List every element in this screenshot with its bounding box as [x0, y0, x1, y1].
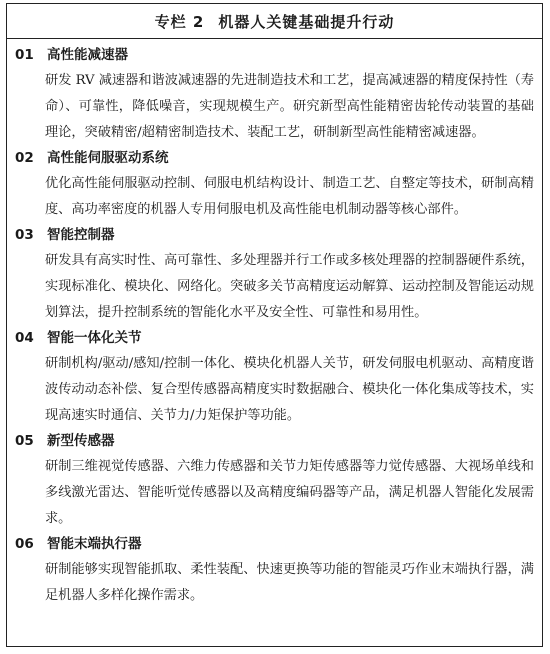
section-title: 新型传感器 — [47, 433, 115, 449]
section-title: 智能控制器 — [47, 227, 115, 243]
section-number: 03 — [15, 227, 34, 243]
section-heading — [15, 429, 534, 454]
section-number: 06 — [15, 536, 34, 552]
section-01 — [15, 43, 534, 146]
section-03 — [15, 223, 534, 326]
section-heading — [15, 326, 534, 351]
box-title-label: 专栏 2 — [154, 12, 205, 31]
section-number: 02 — [15, 150, 34, 166]
section-heading — [15, 43, 534, 68]
section-number: 05 — [15, 433, 34, 449]
section-04 — [15, 326, 534, 429]
section-heading — [15, 223, 534, 248]
section-title: 智能末端执行器 — [47, 536, 142, 552]
sidebar-box — [6, 3, 543, 647]
section-06 — [15, 532, 534, 609]
section-text: 研发 RV 减速器和谐波减速器的先进制造技术和工艺，提高减速器的精度保持性（寿命）、可靠性，降低噪音，实现规模生产。研究新型高性能精密齿轮传动装置的基础理论，突破精密/超精密制造技术、装配工艺，研制新型高性能精密减速器。 — [45, 73, 534, 140]
section-text: 研制三维视觉传感器、六维力传感器和关节力矩传感器等力觉传感器、大视场单线和多线激光雷达、智能听觉传感器以及高精度编码器等产品，满足机器人智能化发展需求。 — [45, 459, 534, 526]
box-title-text: 机器人关键基础提升行动 — [218, 12, 395, 31]
section-title: 高性能减速器 — [47, 47, 128, 63]
section-title: 高性能伺服驱动系统 — [47, 150, 169, 166]
section-heading — [15, 146, 534, 171]
box-content — [7, 39, 542, 609]
box-title — [7, 4, 542, 39]
section-number: 04 — [15, 330, 34, 346]
section-number: 01 — [15, 47, 34, 63]
section-05 — [15, 429, 534, 532]
section-heading — [15, 532, 534, 557]
section-text: 研制能够实现智能抓取、柔性装配、快速更换等功能的智能灵巧作业末端执行器，满足机器人多样化操作需求。 — [45, 562, 534, 603]
section-text: 研制机构/驱动/感知/控制一体化、模块化机器人关节，研发伺服电机驱动、高精度谐波传动动态补偿、复合型传感器高精度实时数据融合、模块化一体化集成等技术，实现高速实时通信、关节力/力矩保护等功能。 — [45, 356, 534, 423]
section-text: 研发具有高实时性、高可靠性、多处理器并行工作或多核处理器的控制器硬件系统，实现标准化、模块化、网络化。突破多关节高精度运动解算、运动控制及智能运动规划算法，提升控制系统的智能化水平及安全性、可靠性和易用性。 — [45, 253, 534, 320]
section-02 — [15, 146, 534, 223]
section-text: 优化高性能伺服驱动控制、伺服电机结构设计、制造工艺、自整定等技术，研制高精度、高功率密度的机器人专用伺服电机及高性能电机制动器等核心部件。 — [45, 176, 534, 217]
section-title: 智能一体化关节 — [47, 330, 142, 346]
